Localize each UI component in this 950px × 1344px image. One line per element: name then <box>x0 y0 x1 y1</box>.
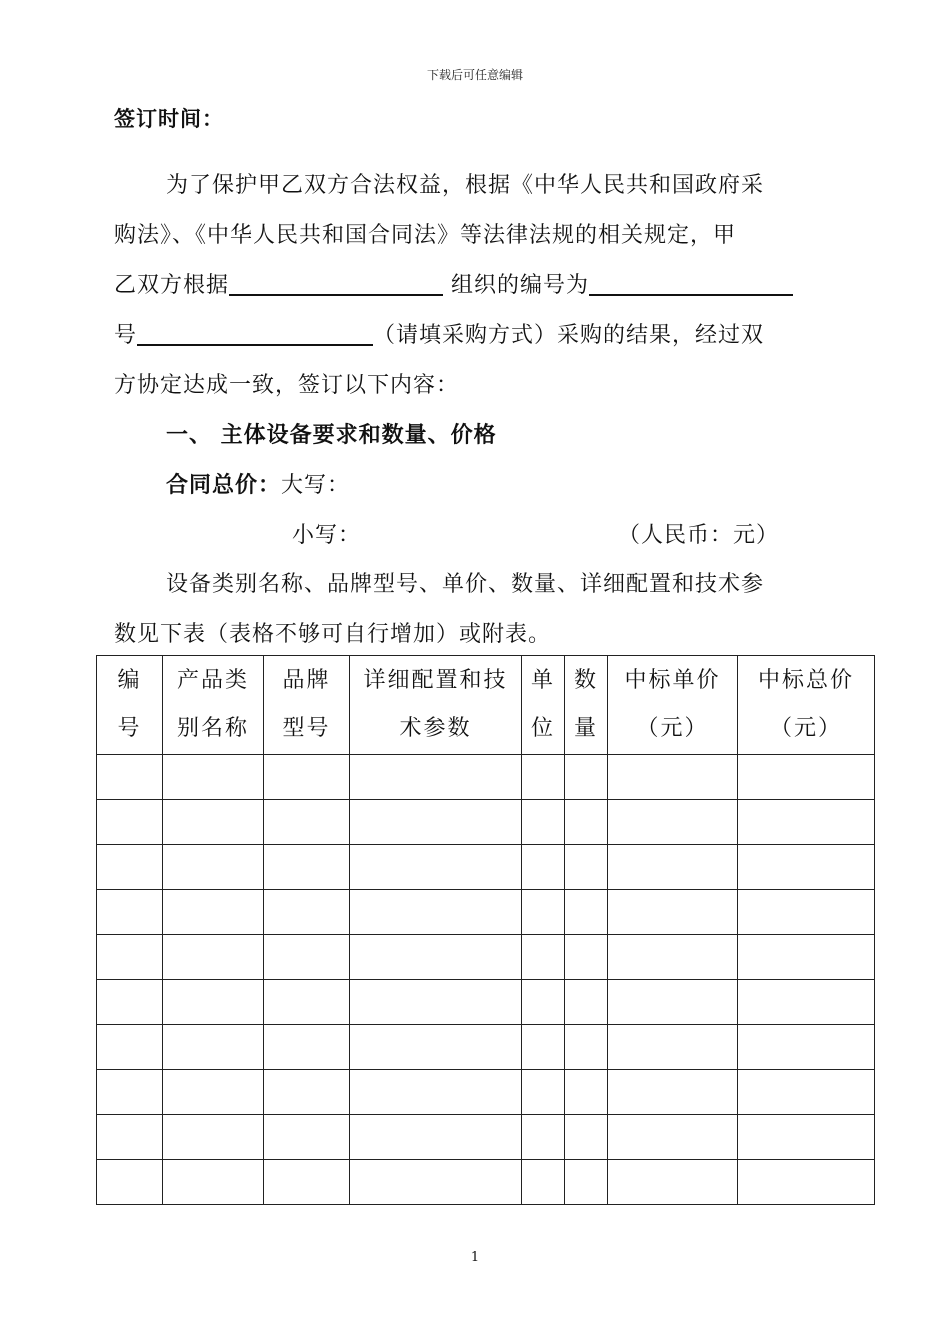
intro-line-4-end: （请填采购方式）采购的结果，经过双 <box>373 323 765 348</box>
table-cell[interactable] <box>350 890 522 935</box>
number-blank[interactable] <box>589 272 793 296</box>
table-cell[interactable] <box>350 1070 522 1115</box>
table-cell[interactable] <box>565 1070 608 1115</box>
table-cell[interactable] <box>163 845 264 890</box>
table-cell[interactable] <box>738 755 875 800</box>
table-cell[interactable] <box>264 890 350 935</box>
table-row <box>97 1160 875 1205</box>
table-cell[interactable] <box>608 1070 738 1115</box>
table-cell[interactable] <box>163 980 264 1025</box>
table-cell[interactable] <box>522 935 565 980</box>
table-cell[interactable] <box>97 1070 163 1115</box>
table-cell[interactable] <box>97 845 163 890</box>
table-cell[interactable] <box>163 1115 264 1160</box>
table-cell[interactable] <box>608 980 738 1025</box>
intro-line-3-mid: 组织的编号为 <box>451 273 590 298</box>
table-row <box>97 890 875 935</box>
col-header-quantity: 数 量 <box>565 656 608 755</box>
table-cell[interactable] <box>163 935 264 980</box>
table-cell[interactable] <box>264 845 350 890</box>
intro-line-1: 为了保护甲乙双方合法权益，根据《中华人民共和国政府采 <box>166 173 765 198</box>
intro-line-5: 方协定达成一致，签订以下内容： <box>114 373 460 398</box>
table-cell[interactable] <box>738 1070 875 1115</box>
table-cell[interactable] <box>522 1115 565 1160</box>
table-cell[interactable] <box>522 980 565 1025</box>
total-price-upper: 大写： <box>281 473 351 498</box>
total-price-row <box>166 468 350 499</box>
table-cell[interactable] <box>264 1160 350 1205</box>
table-cell[interactable] <box>163 1160 264 1205</box>
table-cell[interactable] <box>565 845 608 890</box>
table-cell[interactable] <box>264 755 350 800</box>
table-cell[interactable] <box>97 980 163 1025</box>
table-cell[interactable] <box>163 890 264 935</box>
col-header-unit-price: 中标单价 （元） <box>608 656 738 755</box>
table-cell[interactable] <box>522 800 565 845</box>
table-cell[interactable] <box>163 1025 264 1070</box>
table-cell[interactable] <box>738 935 875 980</box>
table-cell[interactable] <box>738 980 875 1025</box>
table-cell[interactable] <box>738 890 875 935</box>
table-row <box>97 845 875 890</box>
table-cell[interactable] <box>97 890 163 935</box>
table-cell[interactable] <box>608 755 738 800</box>
page-number: 1 <box>470 1250 480 1265</box>
section-1-title: 一、 主体设备要求和数量、价格 <box>166 422 497 448</box>
table-cell[interactable] <box>565 890 608 935</box>
table-body <box>97 755 875 1205</box>
table-cell[interactable] <box>350 800 522 845</box>
table-cell[interactable] <box>565 1160 608 1205</box>
col-header-brand: 品牌 型号 <box>264 656 350 755</box>
table-cell[interactable] <box>522 890 565 935</box>
table-row <box>97 755 875 800</box>
table-cell[interactable] <box>608 1115 738 1160</box>
table-row <box>97 800 875 845</box>
desc-line-2: 数见下表（表格不够可自行增加）或附表。 <box>114 622 552 647</box>
desc-line-1: 设备类别名称、品牌型号、单价、数量、详细配置和技术参 <box>166 572 765 597</box>
method-blank[interactable] <box>137 322 373 346</box>
table-cell[interactable] <box>97 935 163 980</box>
total-price-lower: 小写： <box>292 523 362 548</box>
table-header-row <box>97 656 875 755</box>
table-cell[interactable] <box>350 935 522 980</box>
table-cell[interactable] <box>97 1025 163 1070</box>
table-cell[interactable] <box>264 1070 350 1115</box>
col-header-number: 编 号 <box>97 656 163 755</box>
table-cell[interactable] <box>350 980 522 1025</box>
table-cell[interactable] <box>97 1115 163 1160</box>
intro-line-2: 购法》、《中华人民共和国合同法》等法律法规的相关规定，甲 <box>114 223 737 248</box>
table-cell[interactable] <box>565 935 608 980</box>
table-cell[interactable] <box>565 980 608 1025</box>
table-cell[interactable] <box>565 800 608 845</box>
table-cell[interactable] <box>565 1115 608 1160</box>
table-cell[interactable] <box>522 1160 565 1205</box>
total-price-label: 合同总价： <box>166 472 282 498</box>
col-header-unit: 单 位 <box>522 656 565 755</box>
table-cell[interactable] <box>608 935 738 980</box>
table-row <box>97 1115 875 1160</box>
table-cell[interactable] <box>264 935 350 980</box>
table-cell[interactable] <box>608 1025 738 1070</box>
table-cell[interactable] <box>264 800 350 845</box>
table-cell[interactable] <box>738 1160 875 1205</box>
table-cell[interactable] <box>608 800 738 845</box>
equipment-table <box>96 655 875 1205</box>
table-cell[interactable] <box>264 1115 350 1160</box>
total-price-unit: （人民币：元） <box>618 523 780 548</box>
org-blank[interactable] <box>229 272 443 296</box>
table-cell[interactable] <box>738 845 875 890</box>
table-row <box>97 935 875 980</box>
table-cell[interactable] <box>608 890 738 935</box>
intro-line-3 <box>114 268 793 299</box>
table-cell[interactable] <box>350 1025 522 1070</box>
table-cell[interactable] <box>522 1025 565 1070</box>
col-header-config: 详细配置和技 术参数 <box>350 656 522 755</box>
intro-line-4-start: 号 <box>114 323 138 348</box>
table-cell[interactable] <box>522 845 565 890</box>
table-cell[interactable] <box>97 1160 163 1205</box>
table-cell[interactable] <box>163 755 264 800</box>
table-cell[interactable] <box>350 755 522 800</box>
table-cell[interactable] <box>738 1025 875 1070</box>
table-cell[interactable] <box>738 1115 875 1160</box>
col-header-total-price: 中标总价 （元） <box>738 656 875 755</box>
table-cell[interactable] <box>565 1025 608 1070</box>
table-cell[interactable] <box>264 1025 350 1070</box>
col-header-category: 产品类 别名称 <box>163 656 264 755</box>
table-cell[interactable] <box>163 1070 264 1115</box>
table-cell[interactable] <box>264 980 350 1025</box>
table-cell[interactable] <box>350 1115 522 1160</box>
table-cell[interactable] <box>350 845 522 890</box>
table-cell[interactable] <box>565 755 608 800</box>
table-cell[interactable] <box>350 1160 522 1205</box>
table-row <box>97 980 875 1025</box>
table-cell[interactable] <box>522 1070 565 1115</box>
table-cell[interactable] <box>608 845 738 890</box>
table-cell[interactable] <box>97 755 163 800</box>
table-cell[interactable] <box>522 755 565 800</box>
sign-time-label: 签订时间： <box>114 107 224 131</box>
table-row <box>97 1025 875 1070</box>
table-row <box>97 1070 875 1115</box>
table-cell[interactable] <box>163 800 264 845</box>
page-header: 下载后可任意编辑 <box>426 68 523 82</box>
intro-line-4 <box>114 318 764 349</box>
intro-line-3-start: 乙双方根据 <box>114 273 230 298</box>
table-cell[interactable] <box>738 800 875 845</box>
table-cell[interactable] <box>608 1160 738 1205</box>
table-cell[interactable] <box>97 800 163 845</box>
